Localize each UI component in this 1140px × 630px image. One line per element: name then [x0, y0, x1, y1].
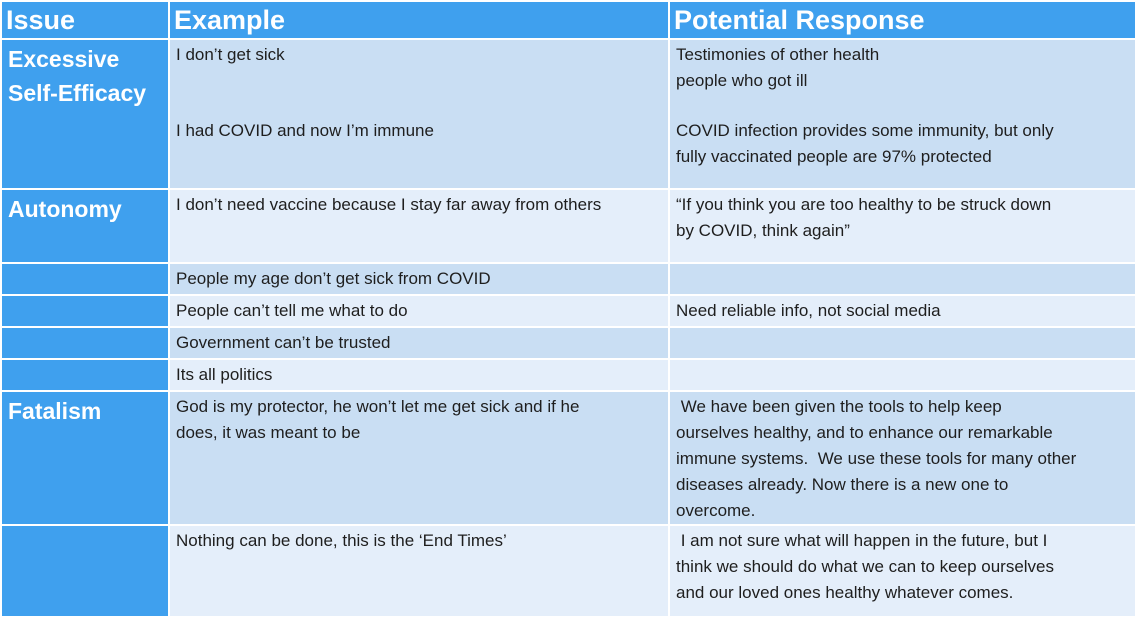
response-cell: [670, 328, 1137, 360]
example-cell: I don’t need vaccine because I stay far away from others: [170, 190, 670, 264]
table-row: [2, 360, 1137, 392]
example-cell: [170, 40, 670, 190]
issue-cell: [2, 360, 170, 392]
example-cell: People can’t tell me what to do: [170, 296, 670, 328]
example-cell: Its all politics: [170, 360, 670, 392]
response-cell: [670, 40, 1137, 190]
response-text: COVID infection provides some immunity, but only fully vaccinated people are 97% protected: [676, 121, 1054, 166]
header-example: Example: [170, 2, 670, 40]
example-cell: Government can’t be trusted: [170, 328, 670, 360]
example-cell: People my age don’t get sick from COVID: [170, 264, 670, 296]
example-text: I don’t get sick: [176, 45, 285, 64]
issue-cell: [2, 40, 170, 190]
response-cell: I am not sure what will happen in the future, but I think we should do what we can to keep ourselves and our loved ones healthy whatever comes.: [670, 526, 1137, 618]
table-row: [2, 296, 1137, 328]
issue-cell: Autonomy: [2, 190, 170, 264]
table-row: [2, 264, 1137, 296]
issue-cell: Fatalism: [2, 392, 170, 526]
issue-cell: [2, 526, 170, 618]
table-row: [2, 190, 1137, 264]
issue-cell: [2, 296, 170, 328]
response-cell: [670, 264, 1137, 296]
header-issue: Issue: [2, 2, 170, 40]
issue-cell: [2, 328, 170, 360]
table-row: [2, 526, 1137, 618]
example-cell: God is my protector, he won’t let me get sick and if he does, it was meant to be: [170, 392, 670, 526]
response-text: Testimonies of other health people who got ill: [676, 45, 880, 90]
issue-cell: [2, 264, 170, 296]
table-row: [2, 392, 1137, 526]
response-cell: “If you think you are too healthy to be struck down by COVID, think again”: [670, 190, 1137, 264]
issues-table: [2, 2, 1137, 618]
header-row: [2, 2, 1137, 40]
response-cell: We have been given the tools to help keep ourselves healthy, and to enhance our remarkable immune systems. We use these tools for many other diseases already. Now there is a new one to overcome.: [670, 392, 1137, 526]
header-response: Potential Response: [670, 2, 1137, 40]
issue-label: Excessive Self-Efficacy: [8, 46, 147, 106]
example-cell: Nothing can be done, this is the ‘End Times’: [170, 526, 670, 618]
response-cell: Need reliable info, not social media: [670, 296, 1137, 328]
example-text: I had COVID and now I’m immune: [176, 121, 434, 140]
table-row: [2, 40, 1137, 190]
table-row: [2, 328, 1137, 360]
response-cell: [670, 360, 1137, 392]
